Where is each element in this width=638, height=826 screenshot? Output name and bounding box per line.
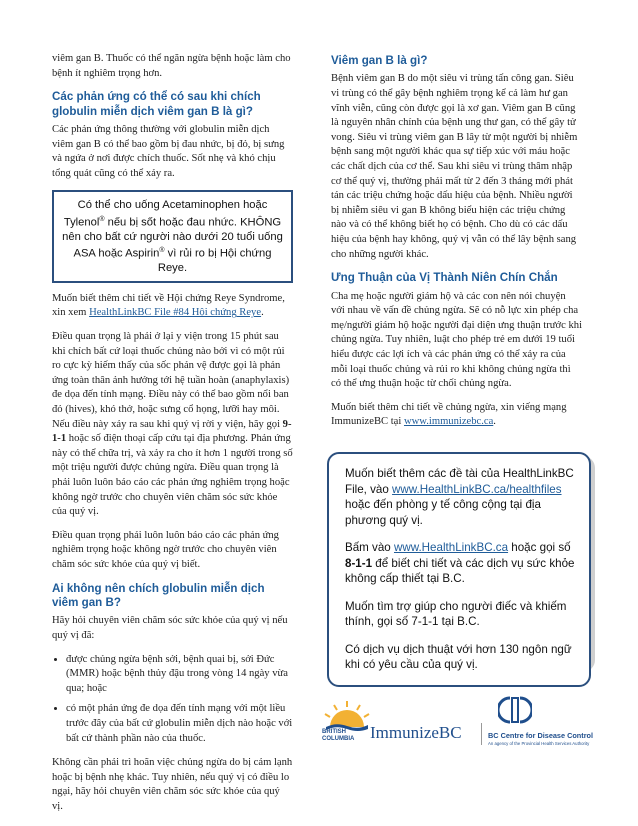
bccdc-name: BC Centre for Disease Control	[488, 731, 594, 740]
more-info-paragraph	[331, 401, 582, 430]
intro-paragraph: viêm gan B. Thuốc có thể ngăn ngừa bệnh hoặc làm cho bệnh ít nghiêm trọng hơn.	[52, 53, 291, 79]
left-column	[52, 52, 293, 823]
consent-paragraph: Cha mẹ hoặc người giám hộ và các con nên nói chuyện với nhau về vấn đề chủng ngừa. Sẽ có nỗ lực xin phép cha mẹ/người giám hộ hoặc người đại diện ưng thuận trước khi chủng ngừa. Tuy nhiên, luật cho phép trẻ em dưới 19 tuổi hiểu được các lợi ích và các phản ứng có thể xảy ra của mỗi loại thuốc chủng và rủi ro khi không chủng ngừa thì có thể ưng thuận hoặc từ chối chủng ngừa.	[331, 290, 583, 390]
info-text: hoặc đến phòng y tế công cộng tại địa phương quý vị.	[345, 498, 541, 527]
info-text: Muốn biết thêm các đề tài của HealthLinkBC File, vào	[345, 467, 574, 496]
who-heading: Ai không nên chích globulin miễn dịch viêm gan B?	[52, 581, 265, 609]
registered-mark: ®	[99, 215, 105, 223]
stay-text-2: hoặc số điện thoại cấp cứu tại địa phương. Phản ứng này có thể chữa trị, và xảy ra cho ít hơn 1 người trong số một triệu người được chủng ngừa. Điều quan trọng là phải luôn luôn báo cáo các phản ứng nghiêm trọng hoặc không ngờ trước cho chuyên viên chăm sóc sức khỏe của quý vị.	[52, 433, 293, 518]
consent-heading: Ưng Thuận của Vị Thành Niên Chín Chắn	[331, 271, 558, 285]
info-paragraph-translation: Có dịch vụ dịch thuật với hơn 130 ngôn ngữ khi có yêu cầu của quý vị.	[345, 642, 572, 671]
mild-illness-paragraph: Không cần phải trì hoãn việc chủng ngừa do bị cảm lạnh hoặc bị bệnh nhẹ khác. Tuy nhiên, nếu quý vị có điều lo ngại, hãy hỏi chuyên viên chăm sóc sức khỏe của quý vị.	[52, 757, 293, 812]
healthfiles-link[interactable]: www.HealthLinkBC.ca/healthfiles	[392, 482, 562, 496]
emergency-number: 9-1-1	[52, 418, 292, 445]
info-text: Bấm vào	[345, 541, 394, 554]
reye-text: Muốn biết thêm chi tiết về Hội chứng Reye Syndrome, xin xem	[52, 292, 285, 319]
list-item: • có một phản ứng đe dọa đến tính mạng với một liều trước đây của bất cứ globulin miễn dịch nào hoặc với bất cứ thành phần nào của thuốc.	[66, 702, 293, 746]
healthlinkbc-link[interactable]: www.HealthLinkBC.ca	[393, 541, 509, 554]
footer-logos	[322, 693, 612, 753]
more-info-text: Muốn biết thêm chi tiết về chủng ngừa, xin viếng mạng ImmunizeBC tại	[331, 401, 567, 428]
reactions-paragraph: Các phản ứng thông thường với globulin miễn dịch viêm gan B có thể bao gồm bị đau nhức, bị đỏ, bị sưng và ngứa ở nơi được chích thuốc. Sốt nhẹ và khó chịu tổng quát cũng có thể xảy ra.	[52, 124, 285, 179]
contraindication-list	[52, 653, 293, 747]
info-paragraph-files	[345, 466, 577, 528]
report-paragraph: Điều quan trọng phải luôn luôn báo cáo các phản ứng nghiêm trọng hoặc không ngờ trước cho chuyên viên chăm sóc sức khỏe của quý vị biết.	[52, 529, 279, 570]
ask-paragraph: Hãy hỏi chuyên viên chăm sóc sức khỏe của quý vị nếu quý vị đã:	[52, 615, 288, 641]
stay-text-1: Điều quan trọng là phải ở lại y viện trong 15 phút sau khi chích bất cứ loại thuốc chủng nào bởi vì có một rủi ro cực kỳ hiếm thấy của sốc phản vệ được gọi là phản ứng toàn thân ảnh hưởng tới hệ tuần hoàn (anaphylaxis) đe dọa đến tính mạng. Điều này có thể bao gồm nổi ban đỏ (hives), khó thở, hoặc sưng cổ họng, lưỡi hay môi. Nếu điều này xảy ra sau khi quý vị rời y viện, hãy gọi	[52, 331, 290, 430]
healthlinkbc-info-box	[327, 452, 591, 687]
info-text: hoặc gọi số	[508, 541, 571, 554]
immunizebc-logo: ImmunizeBC	[370, 723, 462, 742]
reye-warning-box	[52, 190, 293, 282]
bc-line-2: COLUMBIA	[322, 736, 355, 742]
hepb-heading: Viêm gan B là gì?	[331, 54, 428, 67]
info-paragraph-deaf: Muốn tìm trợ giúp cho người điếc và khiếm thính, gọi số 7-1-1 tại B.C.	[345, 599, 567, 628]
warning-text-2: nếu bị sốt hoặc đau nhức. KHÔNG nên cho bất cứ người nào dưới 20 tuổi uống ASA hoặc Aspirin	[62, 216, 283, 260]
info-paragraph-811	[345, 540, 577, 587]
phone-811: 8-1-1	[345, 556, 373, 570]
immunizebc-link[interactable]: www.immunizebc.ca	[403, 416, 494, 428]
warning-text-3: vì rủi ro bị Hội chứng Reye.	[157, 247, 272, 274]
reye-file-link[interactable]: HealthLinkBC File #84 Hội chứng Reye	[89, 307, 262, 319]
registered-mark: ®	[159, 246, 165, 254]
info-text: để biết chi tiết và các dịch vụ sức khỏe không cấp thiết tại B.C.	[345, 556, 575, 585]
list-item: • được chủng ngừa bệnh sởi, bệnh quai bị, sởi Đức (MMR) hoặc bệnh thủy đậu trong vòng 14 ngày vừa qua; hoặc	[66, 653, 293, 697]
bccdc-logo-icon	[498, 695, 532, 725]
logo-divider	[481, 723, 482, 745]
reye-end: .	[261, 307, 264, 319]
stay-paragraph	[52, 330, 293, 520]
hepb-paragraph: Bệnh viêm gan B do một siêu vi trùng tấn công gan. Siêu vi trùng có thể gây bệnh nghiêm trọng kể cả làm hư gan vĩnh viễn, cũng còn được gọi là xơ gan. Viêm gan B cũng là nguyên nhân chính của bệnh ung thư gan, có thể gây tử vong. Siêu vi trùng viêm gan B lây từ một người bị nhiễm bệnh sang một người khác qua sự tiếp xúc với máu hoặc các chất dịch của cơ thể. Sau khi siêu vi trùng thâm nhập cơ thể quý vị, thường phải mất từ 2 đến 3 tháng mới phát tán các triệu chứng hoặc dấu hiệu của bệnh. Nhiều người bị nhiễm siêu vi gan B không biểu hiện các triệu chứng nào và có thể không biết họ có bệnh. Cho dù có các dấu hiệu của bệnh hay không, quý vị vẫn có thể lây bệnh sang cho những người khác.	[331, 73, 578, 260]
bc-line-1: BRITISH	[322, 729, 346, 735]
warning-text-1: Có thể cho uống Acetaminophen hoặc Tylenol	[63, 199, 268, 229]
more-info-end: .	[493, 416, 496, 428]
bccdc-subtitle: An agency of the Provincial Health Services Authority	[488, 741, 590, 746]
bc-wordmark	[322, 729, 354, 743]
reye-paragraph	[52, 292, 293, 321]
right-column	[331, 52, 582, 439]
reactions-heading: Các phản ứng có thể có sau khi chích globulin miễn dịch viêm gan B là gì?	[52, 90, 261, 118]
